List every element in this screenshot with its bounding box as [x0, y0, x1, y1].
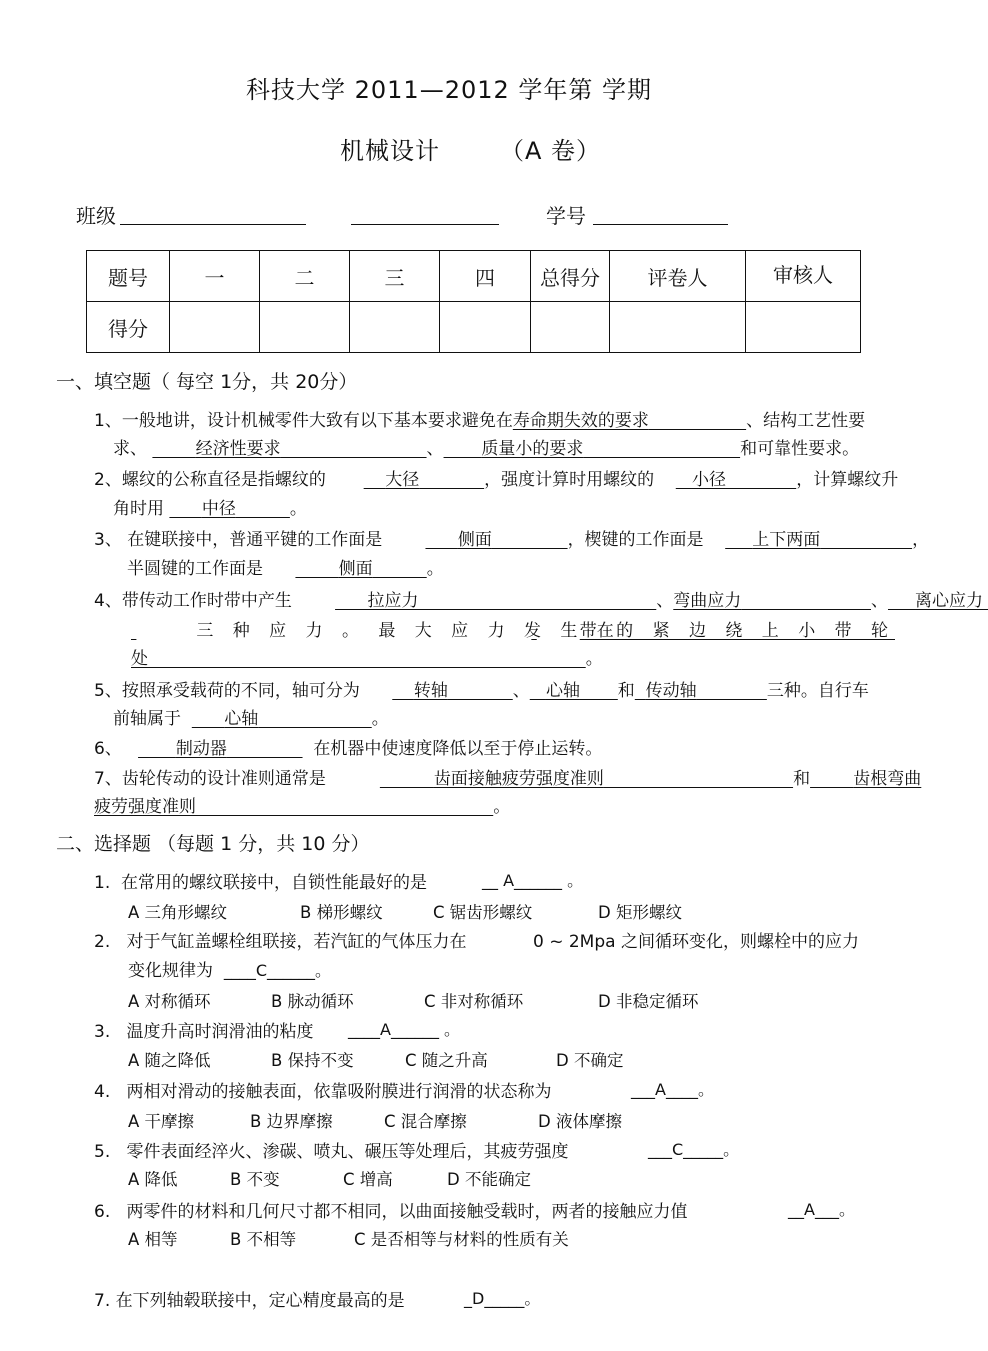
score-cell[interactable] — [531, 302, 610, 353]
q7-answer-2: 齿根弯曲 — [853, 769, 922, 789]
q3-text: 3、 在键联接中，普通平键的工作面是 — [94, 530, 383, 550]
q2-answer-3: 中径 — [201, 499, 236, 519]
student-id-label: 学号 — [546, 204, 586, 228]
score-header-cell: 评卷人 — [610, 251, 746, 302]
mcq-option[interactable]: A 三角形螺纹 — [128, 903, 228, 922]
q2-text: 2、螺纹的公称直径是指螺纹的 — [94, 470, 326, 490]
q3-line1 — [94, 525, 929, 550]
q3-answer-2: 上下两面 — [752, 530, 821, 550]
student-id-blank[interactable] — [593, 224, 728, 225]
mcq-option[interactable]: C 是否相等与材料的性质有关 — [354, 1230, 569, 1249]
q5-line1: 5、按照承受载荷的不同，轴可分为 转轴 、 心轴 和 传动轴 三种。自行车 — [94, 681, 869, 701]
score-header-cell: 二 — [260, 251, 350, 302]
q3-answer-1: 侧面 — [457, 530, 492, 550]
q5-answer-4: 心轴 — [224, 709, 259, 729]
mcq-option[interactable]: B 边界摩擦 — [250, 1112, 333, 1131]
q4-line2 — [131, 616, 895, 641]
mcq-option[interactable]: B 不变 — [230, 1170, 280, 1189]
q7-line1: 7、齿轮传动的设计准则通常是 齿面接触疲劳强度准则 和 齿根弯曲 — [94, 769, 922, 789]
q5-text: 5、按照承受载荷的不同，轴可分为 — [94, 681, 360, 701]
q1-answer-3: 质量小的要求 — [481, 439, 584, 459]
q6-text: 在机器中使速度降低以至于停止运转。 — [313, 739, 603, 759]
mcq-4-answer[interactable]: ___A____。 — [631, 1080, 714, 1099]
mcq-option[interactable]: C 增高 — [343, 1170, 393, 1189]
q3-answer-3: 侧面 — [338, 559, 373, 579]
q4-answer-4: 带 的 紧 边 绕 上 小 带 轮 — [579, 621, 895, 641]
q4-line1: 4、带传动工作时带中产生 拉应力 、弯曲应力 、 离心应力 — [94, 591, 984, 611]
score-cell[interactable] — [746, 302, 861, 353]
q1-line2 — [113, 434, 859, 459]
mcq-option[interactable]: C 混合摩擦 — [384, 1112, 467, 1131]
q3-text: ， — [912, 530, 930, 550]
q4-text: 4、带传动工作时带中产生 — [94, 591, 292, 611]
q1-line1 — [94, 406, 865, 431]
q4-answer-2: 弯曲应力 — [673, 591, 742, 611]
name-blank[interactable] — [351, 224, 499, 225]
mcq-4-stem: 4. 两相对滑动的接触表面，依靠吸附膜进行润滑的状态称为 — [94, 1082, 552, 1102]
score-cell[interactable] — [350, 302, 440, 353]
q5-answer-2: 心轴 — [545, 681, 580, 701]
mcq-1-answer[interactable]: __ A______ 。 — [482, 871, 584, 890]
exam-title: 科技大学 2011—2012 学年第 学期 — [246, 76, 653, 104]
mcq-option[interactable]: C 锯齿形螺纹 — [433, 903, 533, 922]
q7-text: 7、齿轮传动的设计准则通常是 — [94, 769, 326, 789]
mcq-option[interactable]: A 降低 — [128, 1170, 178, 1189]
q2-line2 — [113, 494, 307, 519]
q7-line2: 疲劳强度准则 。 — [94, 797, 511, 817]
mcq-6-stem: 6. 两零件的材料和几何尺寸都不相同，以曲面接触受载时，两者的接触应力值 — [94, 1202, 688, 1222]
q3-line2 — [127, 554, 444, 579]
mcq-option[interactable]: A 干摩擦 — [128, 1112, 195, 1131]
class-label: 班级 — [76, 204, 116, 228]
q1-text: 求、 — [113, 439, 147, 459]
q1-text: 和可靠性要求。 — [740, 439, 860, 459]
q4-answer-3: 离心应力 — [915, 591, 984, 611]
mcq-7-answer[interactable]: _D_____。 — [464, 1289, 541, 1308]
mcq-3-stem: 3. 温度升高时润滑油的粘度 — [94, 1022, 314, 1042]
mcq-7-stem: 7. 在下列轴毂联接中，定心精度最高的是 — [94, 1291, 405, 1311]
q2-text: ，强度计算时用螺纹的 — [484, 470, 655, 490]
score-header-cell: 四 — [440, 251, 531, 302]
q7-answer-1: 齿面接触疲劳强度准则 — [433, 769, 604, 789]
mcq-option[interactable]: B 不相等 — [230, 1230, 297, 1249]
q5-text: 前轴属于 — [113, 709, 181, 729]
q4-answer-1: 拉应力 — [367, 591, 419, 611]
class-blank[interactable] — [120, 224, 306, 225]
mcq-option[interactable]: A 随之降低 — [128, 1051, 211, 1070]
q5-line2: 前轴属于 心轴 。 — [113, 709, 389, 729]
q3-text: ，楔键的工作面是 — [567, 530, 704, 550]
paper-version: （A 卷） — [500, 137, 602, 165]
mcq-option[interactable]: D 非稳定循环 — [598, 992, 699, 1011]
mcq-option[interactable]: B 保持不变 — [271, 1051, 354, 1070]
q1-text: 、 — [426, 439, 444, 459]
mcq-option[interactable]: D 不确定 — [556, 1051, 624, 1070]
q4-answer-4b: 处 — [131, 649, 148, 669]
score-header-cell: 一 — [170, 251, 260, 302]
q2-text: ，计算螺纹升 — [796, 470, 899, 490]
q6-line: 6、 制动器 在机器中使速度降低以至于停止运转。 — [94, 739, 603, 759]
mcq-2-answer[interactable]: ____C______。 — [223, 961, 331, 980]
mcq-option[interactable]: D 不能确定 — [447, 1170, 531, 1189]
mcq-5-stem: 5. 零件表面经淬火、渗碳、喷丸、碾压等处理后，其疲劳强度 — [94, 1142, 569, 1162]
q1-answer-2: 经济性要求 — [195, 439, 281, 459]
mcq-option[interactable]: C 非对称循环 — [424, 992, 524, 1011]
q1-answer-1: 寿命期失效的要求 — [512, 411, 649, 431]
mcq-option[interactable]: D 液体摩擦 — [538, 1112, 622, 1131]
score-row-label: 得分 — [87, 302, 170, 353]
score-header-cell: 题号 — [87, 251, 170, 302]
q3-text: 。 — [426, 559, 444, 579]
course-name: 机械设计 — [340, 137, 440, 165]
mcq-option[interactable]: A 相等 — [128, 1230, 178, 1249]
q2-text: 角时用 — [113, 499, 164, 519]
q1-text: 1、一般地讲，设计机械零件大致有以下基本要求避免在 — [94, 411, 513, 431]
score-cell[interactable] — [610, 302, 746, 353]
q6-answer-1: 制动器 — [175, 739, 227, 759]
q2-line1 — [94, 465, 898, 490]
q2-text: 。 — [289, 499, 307, 519]
mcq-2-stem-b: 0 ~ 2Mpa 之间循环变化，则螺栓中的应力 — [533, 932, 859, 952]
mcq-option[interactable]: B 梯形螺纹 — [300, 903, 383, 922]
mcq-5-answer[interactable]: ___C_____。 — [648, 1140, 740, 1159]
q2-answer-1: 大径 — [385, 470, 420, 490]
section2-title: 二、选择题 （每题 1 分，共 10 分） — [56, 833, 370, 855]
mcq-1-stem: 1. 在常用的螺纹联接中，自锁性能最好的是 — [94, 873, 428, 893]
score-header-cell: 总得分 — [531, 251, 610, 302]
score-cell[interactable] — [440, 302, 531, 353]
mcq-option[interactable]: A 对称循环 — [128, 992, 211, 1011]
score-header-cell: 三 — [350, 251, 440, 302]
mcq-3-answer[interactable]: ____A______ 。 — [348, 1020, 461, 1039]
q4-line3: 处 。 — [131, 649, 603, 669]
section1-title: 一、填空题（ 每空 1分，共 20分） — [56, 371, 358, 393]
mcq-option[interactable]: D 矩形螺纹 — [598, 903, 682, 922]
mcq-2-stem: 2. 对于气缸盖螺栓组联接，若汽缸的气体压力在 — [94, 932, 467, 952]
score-cell[interactable] — [260, 302, 350, 353]
score-header-cell: 审核人 — [746, 251, 861, 302]
q4-text: 三 种 应 力 。 最 大 应 力 发 生 在 — [196, 621, 621, 641]
mcq-6-answer[interactable]: __A___。 — [788, 1200, 855, 1219]
mcq-option[interactable]: C 随之升高 — [405, 1051, 488, 1070]
mcq-2-stem-2: 变化规律为 ____C______。 — [128, 961, 331, 981]
q2-answer-2: 小径 — [691, 470, 726, 490]
score-table — [86, 250, 861, 353]
q7-answer-2b: 疲劳强度准则 — [94, 797, 196, 817]
q5-answer-1: 转轴 — [413, 681, 448, 701]
q1-text: 、结构工艺性要 — [746, 411, 866, 431]
q3-text: 半圆键的工作面是 — [127, 559, 263, 579]
q5-answer-3: 传动轴 — [645, 681, 697, 701]
mcq-option[interactable]: B 脉动循环 — [271, 992, 354, 1011]
score-cell[interactable] — [170, 302, 260, 353]
q5-text: 三种。自行车 — [766, 681, 869, 701]
